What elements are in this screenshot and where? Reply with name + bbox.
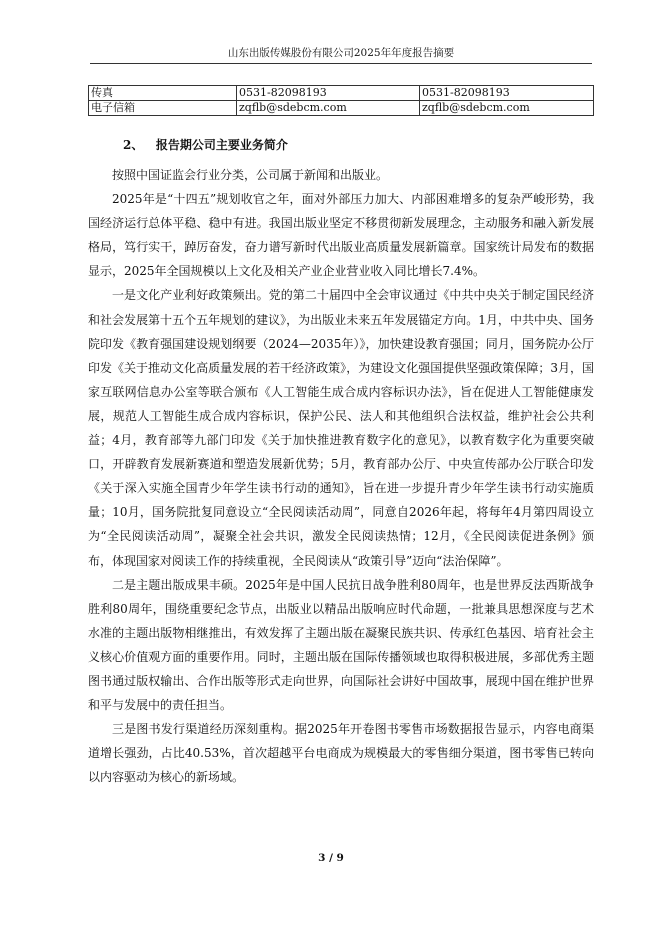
page-header	[90, 45, 592, 64]
section-heading	[123, 136, 288, 153]
paragraph-theme-publishing: 二是主题出版成果丰硕。2025年是中国人民抗日战争胜利80周年，也是世界反法西斯战争胜利80周年，围绕重要纪念节点，出版业以精品出版响应时代命题，一批兼具思想深度与艺术水准的主题出版物相继推出，有效发挥了主题出版在凝聚民族共识、传承红色基因、培育社会主义核心价值观方面的重要作用。同时，主题出版在国际传播领域也取得积极进展，多部优秀主题图书通过版权输出、合作出版等形式走向世界，向国际社会讲好中国故事，展现中国在维护世界和平与发展中的责任担当。	[88, 577, 594, 713]
email-label: 电子信箱	[89, 101, 237, 116]
paragraph-industry-classification: 按照中国证监会行业分类，公司属于新闻和出版业。	[112, 168, 389, 182]
paragraph-policies: 一是文化产业利好政策频出。党的第二十届四中全会审议通过《中共中央关于制定国民经济和社会发展第十五个五年规划的建议》，为出版业未来五年发展锚定方向。1月，中共中央、国务院印发《教育强国建设规划纲要（2024—2035年）》，加快建设教育强国；同月，国务院办公厅印发《关于推动文化高质量发展的若干经济政策》，为建设文化强国提供坚强政策保障；3月，国家互联网信息办公室等联合颁布《人工智能生成合成内容标识办法》，旨在促进人工智能健康发展，规范人工智能生成合成内容标识，保护公民、法人和其他组织合法权益，维护社会公共利益；4月，教育部等九部门印发《关于加快推进教育数字化的意见》，以教育数字化为重要突破口，开辟教育发展新赛道和塑造发展新优势；5月，教育部办公厅、中央宣传部办公厅联合印发《关于深入实施全国青少年学生读书行动的通知》，旨在进一步提升青少年学生读书行动实施质量；10月，国务院批复同意设立“全民阅读活动周”，同意自2026年起，将每年4月第四周设立为“全民阅读活动周”，凝聚全社会共识，激发全民阅读热情；12月，《全民阅读促进条例》颁布，体现国家对阅读工作的持续重视，全民阅读从“政策引导”迈向“法治保障”。	[88, 288, 594, 568]
section-title: 报告期公司主要业务简介	[155, 138, 288, 152]
page-number: 3 / 9	[318, 852, 344, 864]
fax-value-secretary: 0531-82098193	[237, 86, 420, 101]
fax-value-representative: 0531-82098193	[420, 86, 594, 101]
paragraph-overview: 2025年是“十四五”规划收官之年，面对外部压力加大、内部困难增多的复杂严峻形势，我国经济运行总体平稳、稳中有进。我国出版业坚定不移贯彻新发展理念，主动服务和融入新发展格局，笃行实干，踔厉奋发，奋力谱写新时代出版业高质量发展新篇章。国家统计局发布的数据显示，2025年全国规模以上文化及相关产业企业营业收入同比增长7.4%。	[88, 192, 594, 279]
header-title: 山东出版传媒股份有限公司2025年年度报告摘要	[227, 47, 455, 59]
contact-table	[88, 85, 594, 116]
paragraph-distribution-channels: 三是图书发行渠道经历深刻重构。据2025年开卷图书零售市场数据报告显示，内容电商渠道增长强劲，占比40.53%，首次超越平台电商成为规模最大的零售细分渠道，图书零售已转向以内容驱动为核心的新场域。	[88, 722, 594, 785]
email-value-secretary: zqflb@sdebcm.com	[237, 101, 420, 116]
table-row	[89, 101, 594, 116]
email-value-representative: zqflb@sdebcm.com	[420, 101, 594, 116]
section-body	[88, 163, 594, 789]
section-number: 2、	[123, 138, 144, 152]
fax-label: 传真	[89, 86, 237, 101]
table-row	[89, 86, 594, 101]
